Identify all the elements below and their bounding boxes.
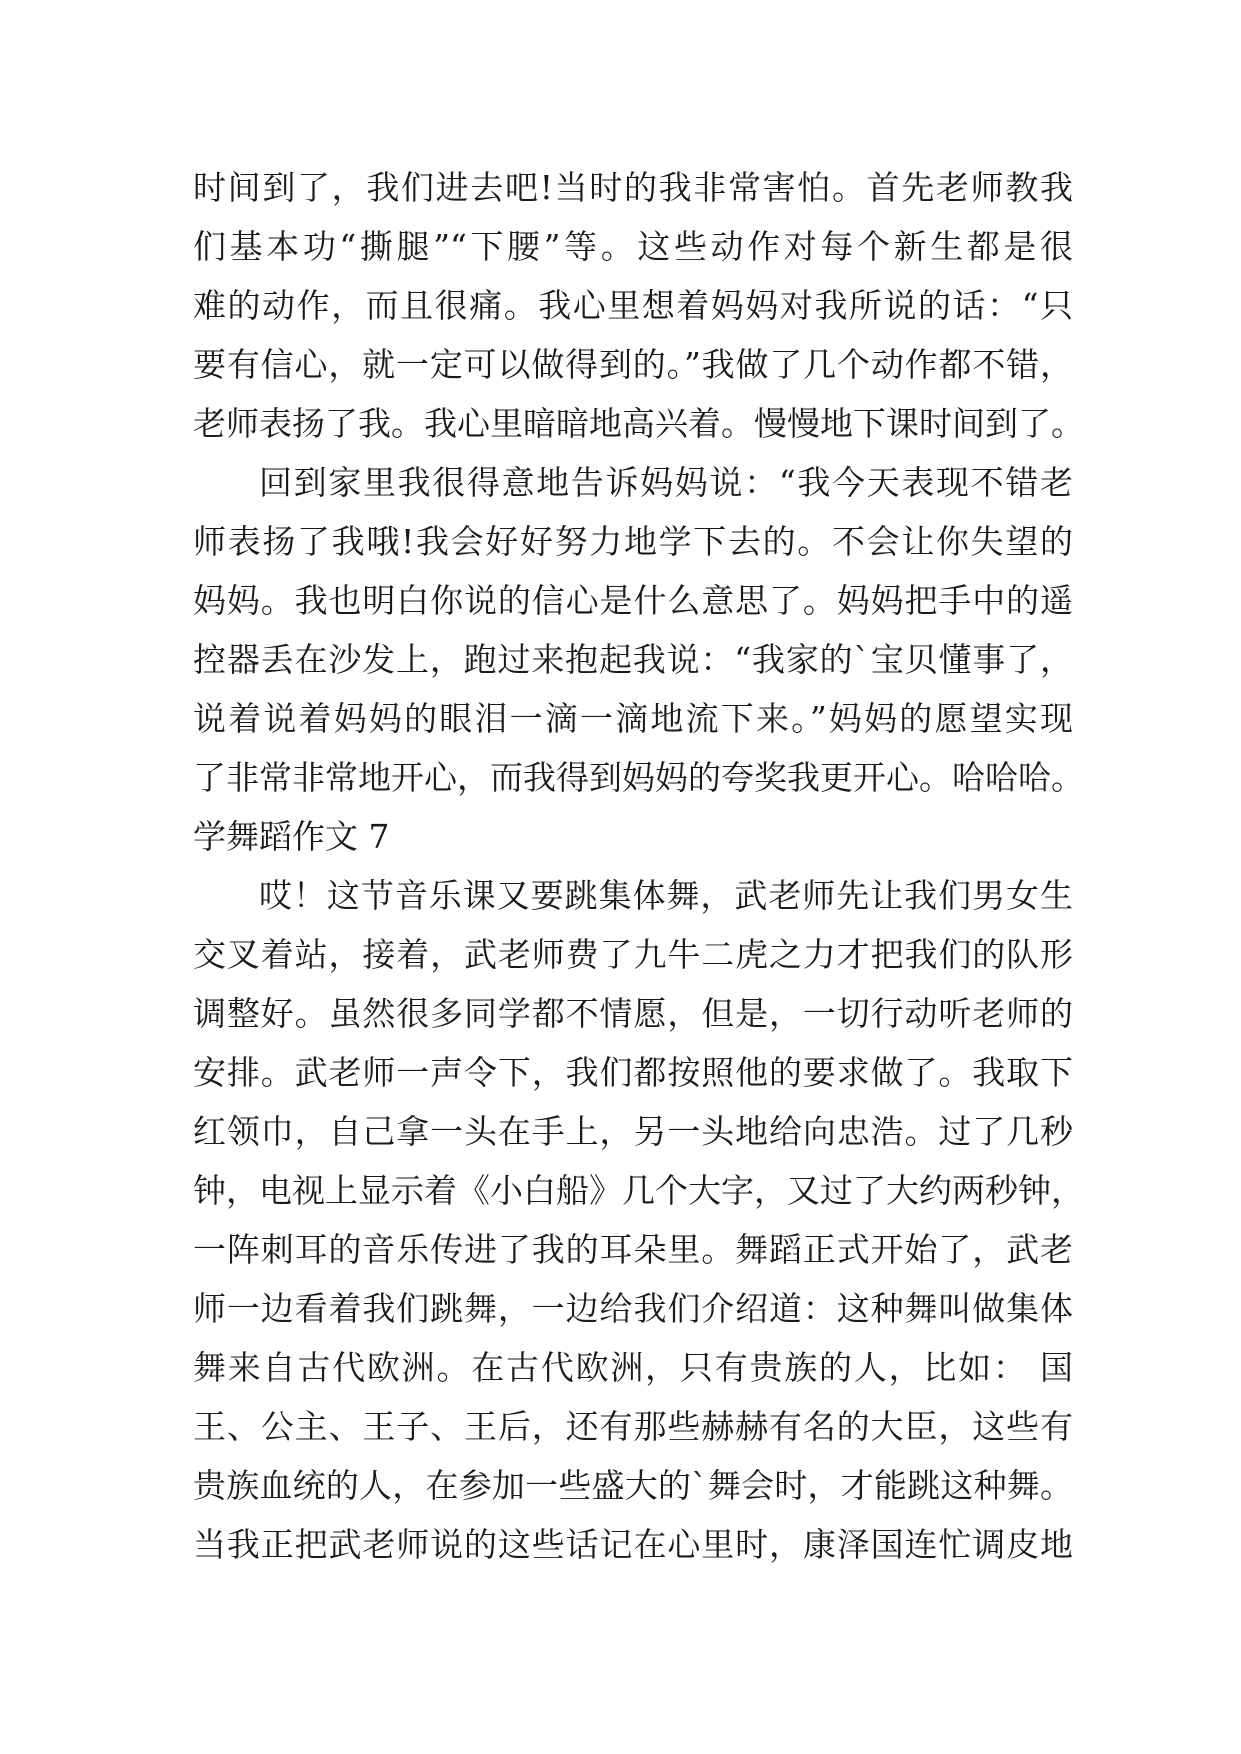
text-line: 调整好。虽然很多同学都不情愿，但是，一切行动听老师的 bbox=[193, 994, 1073, 1033]
text-line: 哎！这节音乐课又要跳集体舞，武老师先让我们男女生 bbox=[259, 876, 1073, 915]
text-line: 控器丢在沙发上，跑过来抱起我说：“我家的`宝贝懂事了， bbox=[193, 640, 1073, 679]
text-line: 当我正把武老师说的这些话记在心里时，康泽国连忙调皮地 bbox=[193, 1525, 1073, 1564]
text-line: 一阵刺耳的音乐传进了我的耳朵里。舞蹈正式开始了，武老 bbox=[193, 1230, 1073, 1269]
text-line: 师一边看着我们跳舞，一边给我们介绍道：这种舞叫做集体 bbox=[193, 1289, 1073, 1328]
text-line: 难的动作，而且很痛。我心里想着妈妈对我所说的话：“只 bbox=[193, 286, 1073, 325]
text-line: 老师表扬了我。我心里暗暗地高兴着。慢慢地下课时间到了。 bbox=[193, 404, 1084, 443]
text-line: 回到家里我很得意地告诉妈妈说：“我今天表现不错老 bbox=[259, 463, 1073, 502]
text-line: 安排。武老师一声令下，我们都按照他的要求做了。我取下 bbox=[193, 1053, 1073, 1092]
body-text bbox=[193, 158, 1084, 1574]
text-line: 师表扬了我哦!我会好好努力地学下去的。不会让你失望的 bbox=[193, 522, 1073, 561]
text-line: 学舞蹈作文 7 bbox=[193, 817, 390, 856]
text-line: 红领巾，自己拿一头在手上，另一头地给向忠浩。过了几秒 bbox=[193, 1112, 1073, 1151]
text-line: 钟，电视上显示着《小白船》几个大字，又过了大约两秒钟， bbox=[193, 1171, 1084, 1210]
text-line: 们基本功“撕腿”“下腰”等。这些动作对每个新生都是很 bbox=[193, 227, 1073, 266]
text-line: 了非常非常地开心，而我得到妈妈的夸奖我更开心。哈哈哈。 bbox=[193, 758, 1084, 797]
text-line: 交叉着站，接着，武老师费了九牛二虎之力才把我们的队形 bbox=[193, 935, 1073, 974]
text-line: 说着说着妈妈的眼泪一滴一滴地流下来。”妈妈的愿望实现 bbox=[193, 699, 1073, 738]
text-line: 时间到了，我们进去吧!当时的我非常害怕。首先老师教我 bbox=[193, 168, 1073, 207]
text-line: 舞来自古代欧洲。在古代欧洲，只有贵族的人，比如： 国 bbox=[193, 1348, 1073, 1387]
text-line: 要有信心，就一定可以做得到的。”我做了几个动作都不错， bbox=[193, 345, 1073, 384]
text-line: 王、公主、王子、王后，还有那些赫赫有名的大臣，这些有 bbox=[193, 1407, 1073, 1446]
text-line: 贵族血统的人，在参加一些盛大的`舞会时，才能跳这种舞。 bbox=[193, 1466, 1073, 1505]
text-line: 妈妈。我也明白你说的信心是什么意思了。妈妈把手中的遥 bbox=[193, 581, 1073, 620]
